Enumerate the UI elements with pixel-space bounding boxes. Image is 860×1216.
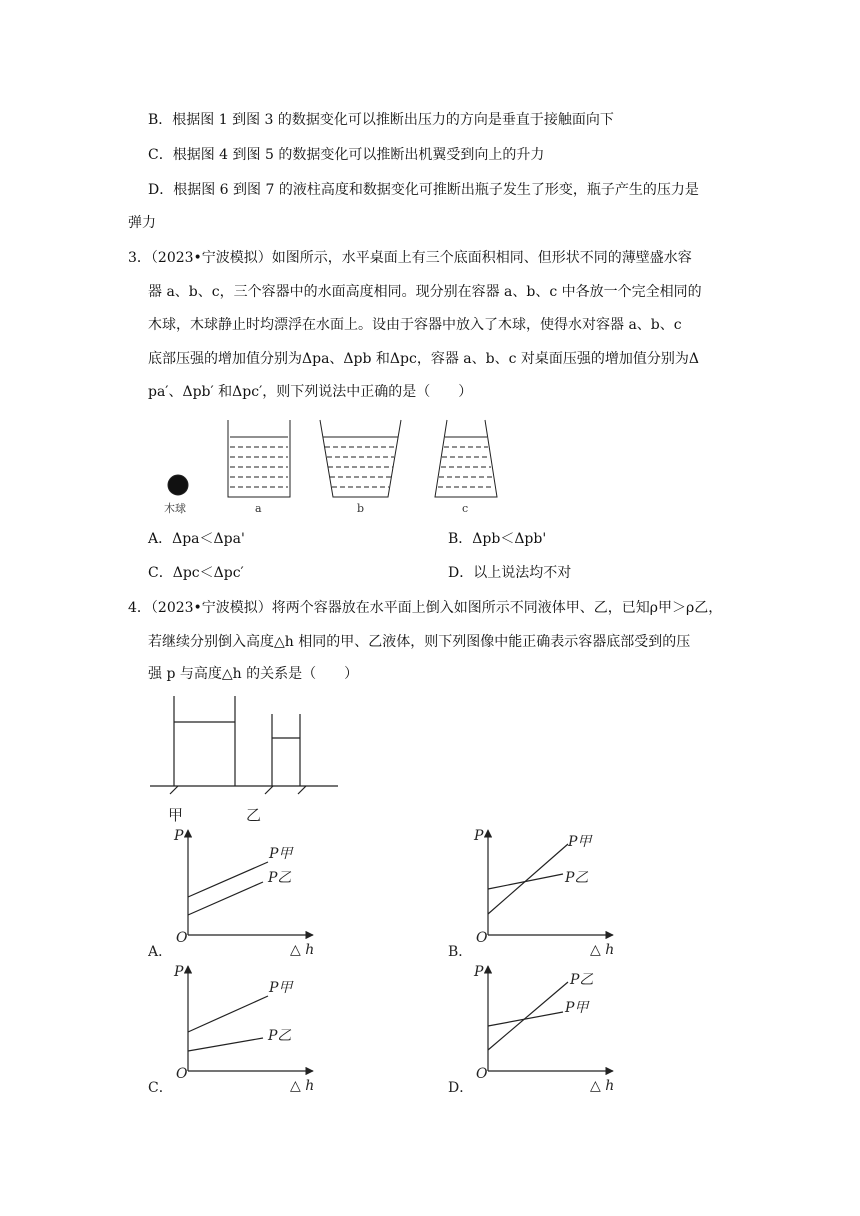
option-letter-d: D．: [448, 1080, 474, 1096]
label-jia: 甲: [168, 806, 184, 824]
q4-containers-figure: [148, 690, 348, 830]
container-label-a: a: [255, 502, 262, 515]
q3-containers-figure: [150, 415, 510, 525]
line-p-jia: [188, 996, 268, 1032]
line-p-yi: [488, 982, 568, 1050]
wooden-ball: [168, 475, 188, 495]
option-letter-a: A．: [148, 944, 173, 960]
axis-dh: △ h: [290, 942, 315, 958]
q3-stem-line4: 底部压强的增加值分别为Δpa、Δpb 和Δpc，容器 a、b、c 对桌面压强的增加值分别为Δ: [148, 351, 699, 367]
line-p-yi: [488, 874, 563, 889]
q4-stem-line3: 强 p 与高度△h 的关系是（ ）: [148, 666, 359, 682]
label-p-yi: P乙: [268, 870, 292, 886]
label-p-yi: P乙: [268, 1028, 292, 1044]
origin-o: O: [476, 1066, 488, 1082]
q3-stem-line3: 木球，木球静止时均漂浮在水面上。设由于容器中放入了木球，使得水对容器 a、b、c: [148, 317, 682, 333]
axis-dh: △ h: [590, 942, 615, 958]
q3-option-b: B．Δpb＜Δpb': [448, 531, 547, 547]
line-p-jia: [488, 844, 568, 914]
container-label-b: b: [357, 502, 365, 515]
label-p-yi: P乙: [570, 972, 594, 988]
q4-stem-line2: 若继续分别倒入高度△h 相同的甲、乙液体，则下列图像中能正确表示容器底部受到的压: [148, 634, 691, 650]
option-letter-c: C．: [148, 1080, 173, 1096]
axis-p: P: [174, 828, 184, 844]
option-letter-b: B．: [448, 944, 473, 960]
q2-option-d-line2: 弹力: [128, 215, 156, 231]
axis-p: P: [474, 964, 484, 980]
graph-d: [448, 958, 638, 1098]
label-p-jia: P甲: [269, 980, 293, 996]
origin-o: O: [176, 930, 188, 946]
line-p-yi: [188, 1038, 263, 1051]
label-p-yi: P乙: [565, 870, 589, 886]
q2-option-d-line1: D．根据图 6 到图 7 的液柱高度和数据变化可推断出瓶子发生了形变，瓶子产生的压力是: [148, 182, 699, 198]
label-yi: 乙: [246, 806, 262, 824]
line-p-jia: [488, 1012, 563, 1026]
q2-option-c: C．根据图 4 到图 5 的数据变化可以推断出机翼受到向上的升力: [148, 147, 545, 163]
label-p-jia: P甲: [565, 1000, 589, 1016]
q3-option-d: D．以上说法均不对: [448, 565, 572, 581]
axis-dh: △ h: [590, 1078, 615, 1094]
q3-stem-line2: 器 a、b、c，三个容器中的水面高度相同。现分别在容器 a、b、c 中各放一个完全相同的: [148, 284, 702, 300]
origin-o: O: [176, 1066, 188, 1082]
container-a: [228, 420, 290, 497]
q3-stem-line1: 3．（2023•宁波模拟）如图所示，水平桌面上有三个底面积相同、但形状不同的薄壁盛水容: [128, 250, 692, 266]
q3-option-c: C．Δpc＜Δpc′: [148, 565, 244, 581]
label-p-jia: P甲: [269, 846, 293, 862]
q3-stem-line5: pa′、Δpb′ 和Δpc′，则下列说法中正确的是（ ）: [148, 384, 473, 400]
axis-dh: △ h: [290, 1078, 315, 1094]
ball-label: 木球: [164, 502, 186, 515]
graph-a: [148, 822, 338, 962]
container-label-c: c: [462, 502, 469, 515]
container-b: [320, 420, 401, 497]
q4-stem-line1: 4．（2023•宁波模拟）将两个容器放在水平面上倒入如图所示不同液体甲、乙，已知ρ甲＞ρ乙，: [128, 600, 723, 616]
axis-p: P: [474, 828, 484, 844]
graph-c: [148, 958, 338, 1098]
q2-option-b: B．根据图 1 到图 3 的数据变化可以推断出压力的方向是垂直于接触面向下: [148, 112, 614, 128]
origin-o: O: [476, 930, 488, 946]
axis-p: P: [174, 964, 184, 980]
q3-option-a: A．Δpa＜Δpa': [148, 531, 245, 547]
container-c: [435, 420, 497, 497]
line-p-yi: [188, 882, 263, 915]
label-p-jia: P甲: [568, 834, 592, 850]
graph-b: [448, 822, 638, 962]
line-p-jia: [188, 862, 268, 897]
